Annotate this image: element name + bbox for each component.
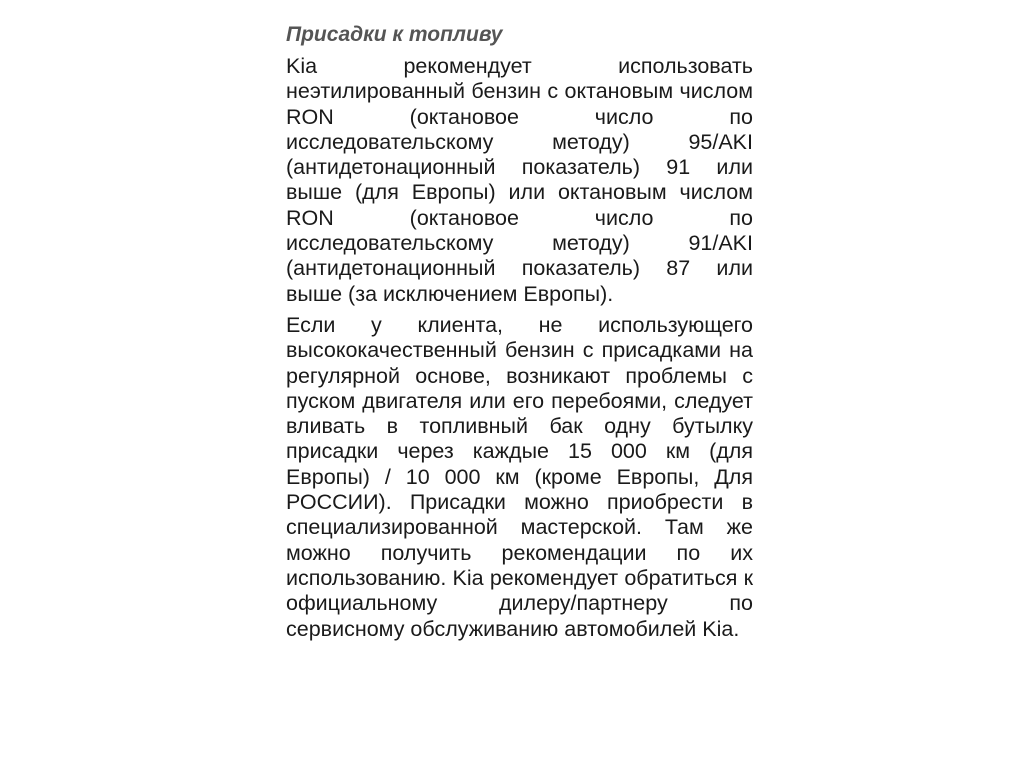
document-column: [286, 22, 753, 642]
paragraph-octane-recommendation: Kia рекомендует использовать неэтилированный бензин с октановым числом RON (октановое число по исследовательскому методу) 95/AKI (антидетонационный показатель) 91 или выше (для Европы) или октановым числом RON (октановое число по исследовательскому методу) 91/AKI (антидетонационный показатель) 87 или выше (за исключением Европы).: [286, 54, 753, 306]
paragraph-additive-usage: Если у клиента, не использующего высококачественный бензин с присадками на регулярной основе, возникают проблемы с пуском двигателя или его перебоями, следует вливать в топливный бак одну бутылку присадки через каждые 15 000 км (для Европы) / 10 000 км (кроме Европы, Для РОССИИ). Присадки можно приобрести в специализированной мастерской. Там же можно получить рекомендации по их использованию. Kia рекомендует обратиться к официальному дилеру/партнеру по сервисному обслуживанию автомобилей Kia.: [286, 312, 753, 641]
section-heading: Присадки к топливу: [286, 23, 503, 46]
